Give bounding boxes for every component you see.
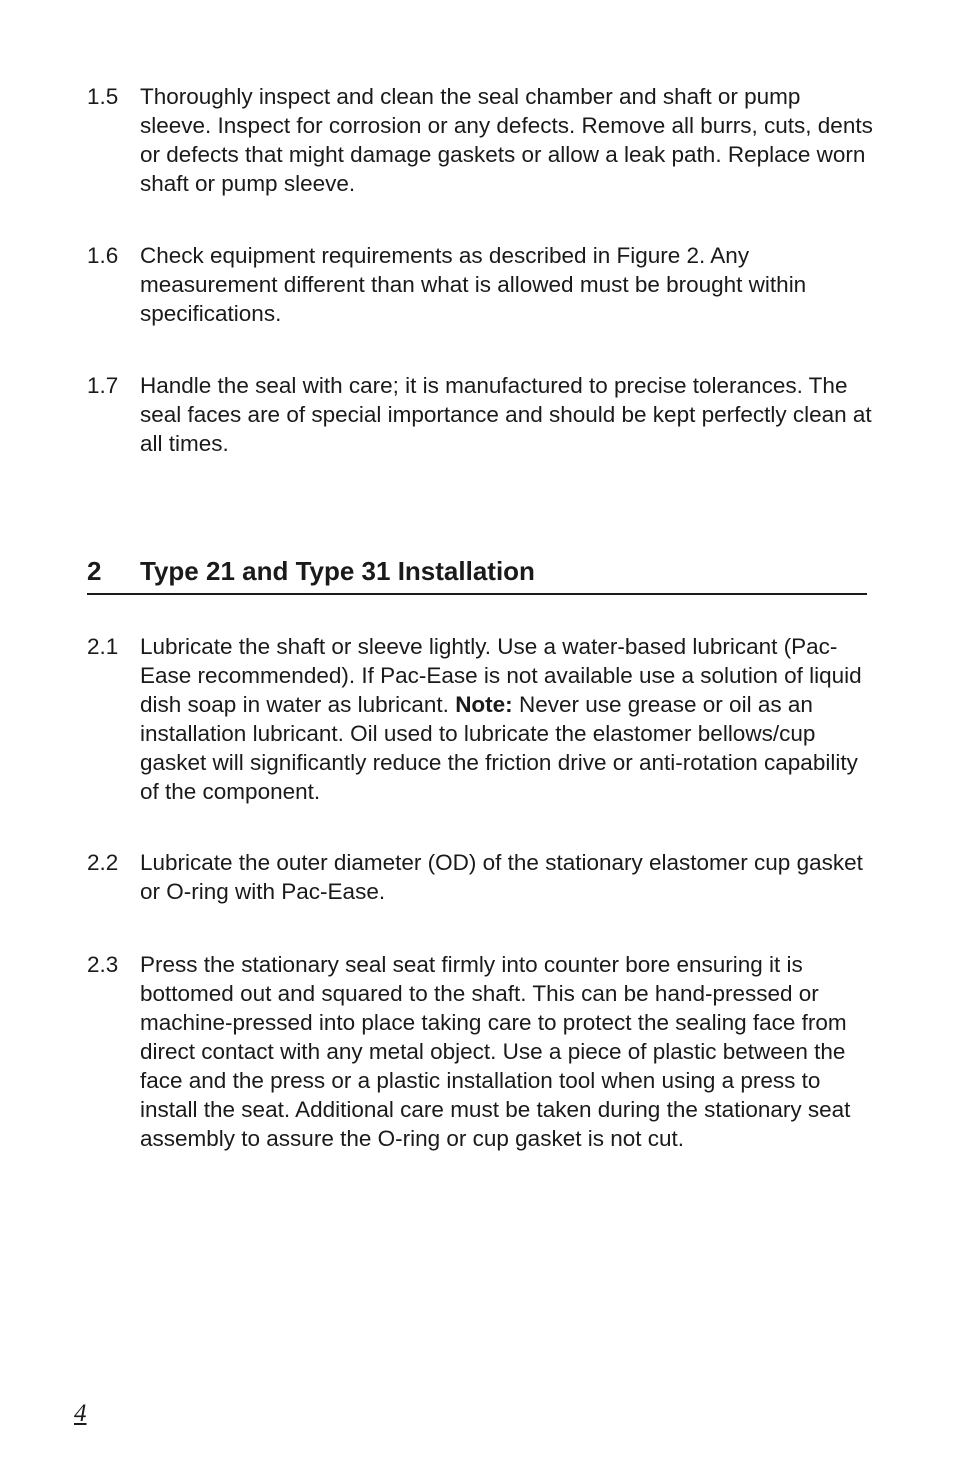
item-text: Handle the seal with care; it is manufactured to precise tolerances. The seal faces are of special importance and should be kept perfectly clean at all times. [140, 373, 872, 456]
list-item-2-1 [87, 632, 877, 806]
section-title: Type 21 and Type 31 Installation [140, 556, 535, 586]
section-number: 2 [87, 556, 102, 586]
note-label: Note: [455, 692, 513, 717]
item-text: Lubricate the outer diameter (OD) of the stationary elastomer cup gasket or O-ring with Pac-Ease. [140, 850, 863, 904]
item-text-before-note: Lubricate the shaft or sleeve lightly. Use a water-based lubricant (Pac-Ease recommended). If Pac-Ease is not available use a solution of liquid dish soap in water as lubricant. [140, 634, 862, 717]
list-item-1-7 [87, 371, 877, 458]
item-text: Thoroughly inspect and clean the seal chamber and shaft or pump sleeve. Inspect for corrosion or any defects. Remove all burrs, cuts, dents or defects that might damage gaskets or allow a leak path. Replace worn shaft or pump sleeve. [140, 84, 873, 196]
page-number: 4 [74, 1400, 87, 1427]
list-item-2-3 [87, 950, 877, 1153]
section-heading [87, 553, 867, 595]
item-number: 1.7 [87, 373, 119, 398]
item-number: 1.5 [87, 84, 119, 109]
item-number: 1.6 [87, 243, 119, 268]
item-text: Press the stationary seal seat firmly into counter bore ensuring it is bottomed out and squared to the shaft. This can be hand-pressed or machine-pressed into place taking care to protect the sealing face from direct contact with any metal object. Use a piece of plastic between the face and the press or a plastic installation tool when using a press to install the seat. Additional care must be taken during the stationary seat assembly to assure the O-ring or cup gasket is not cut. [140, 952, 851, 1151]
item-number: 2.1 [87, 634, 119, 659]
item-number: 2.3 [87, 952, 119, 977]
list-item-1-5 [87, 82, 877, 198]
item-number: 2.2 [87, 850, 119, 875]
item-text-after-note: Never use grease or oil as an installation lubricant. Oil used to lubricate the elastomer bellows/cup gasket will significantly reduce the friction drive or anti-rotation capability of the component. [140, 692, 858, 804]
list-item-1-6 [87, 241, 877, 328]
item-text: Check equipment requirements as described in Figure 2. Any measurement different than what is allowed must be brought within specifications. [140, 243, 807, 326]
list-item-2-2 [87, 848, 877, 906]
item-text [140, 632, 877, 806]
